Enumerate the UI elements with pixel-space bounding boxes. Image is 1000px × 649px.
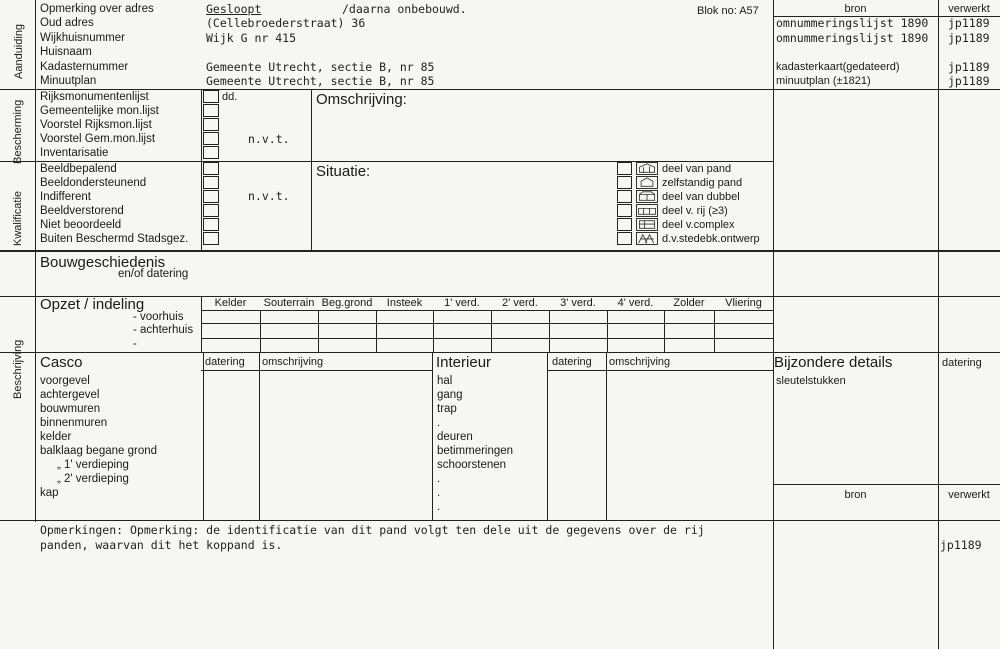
heading-interieur: Interieur: [436, 354, 492, 371]
checkbox-inventarisatie[interactable]: [203, 146, 219, 159]
section-label-aanduiding: Aanduiding: [13, 23, 25, 79]
heading-situatie: Situatie:: [316, 163, 371, 180]
opzet-col-4-verd: 4' verd.: [617, 297, 654, 309]
casco-item: voorgevel: [40, 375, 90, 387]
opmerkingen-line-2: panden, waarvan dit het koppand is.: [40, 538, 283, 552]
label-deel-v-rij: deel v. rij (≥3): [662, 205, 728, 217]
label-voorstel-rijksmon: Voorstel Rijksmon.lijst: [40, 119, 152, 131]
checkbox-beeldondersteunend[interactable]: [203, 176, 219, 189]
label-beeldondersteunend: Beeldondersteunend: [40, 177, 147, 189]
value-wijkhuisnummer: Wijk G nr 415: [206, 31, 297, 45]
house-complex-icon: [636, 218, 658, 231]
label-buiten-beschermd: Buiten Beschermd Stadsgez.: [40, 233, 189, 245]
house-double-icon: [636, 190, 658, 203]
casco-item: achtergevel: [40, 389, 100, 401]
label-dv-stedebk: d.v.stedebk.ontwerp: [662, 233, 760, 245]
interieur-item: trap: [437, 403, 457, 415]
heading-omschrijving: Omschrijving:: [316, 91, 407, 108]
checkbox-dv-stedebk[interactable]: [617, 232, 632, 245]
label-indifferent: Indifferent: [40, 191, 91, 203]
checkbox-deel-v-rij[interactable]: [617, 204, 632, 217]
interieur-item: .: [437, 417, 441, 429]
label-zelfstandig-pand: zelfstandig pand: [662, 177, 743, 189]
label-datering: en/of datering: [118, 268, 189, 280]
opzet-col-insteek: Insteek: [386, 297, 423, 309]
opzet-col-2-verd: 2' verd.: [502, 297, 538, 309]
casco-col-omschrijving: omschrijving: [262, 356, 324, 368]
checkbox-deel-van-dubbel[interactable]: [617, 190, 632, 203]
checkbox-beeldverstorend[interactable]: [203, 204, 219, 217]
casco-item: bouwmuren: [40, 403, 101, 415]
bron-row-4: minuutplan (±1821): [776, 75, 871, 87]
heading-casco: Casco: [40, 354, 83, 371]
section-label-bescherming: Bescherming: [12, 99, 24, 164]
kwalificatie-nvt: n.v.t.: [248, 189, 290, 203]
value-minuutplan: Gemeente Utrecht, sectie B, nr 85: [206, 74, 435, 88]
opmerkingen-verwerkt: jp1189: [940, 538, 982, 552]
label-niet-beoordeeld: Niet beoordeeld: [40, 219, 122, 231]
interieur-item: hal: [437, 375, 453, 387]
verwerkt-row-2: jp1189: [948, 31, 990, 45]
opzet-col-zolder: Zolder: [673, 297, 705, 309]
heading-opzet-indeling: Opzet / indeling: [40, 296, 145, 313]
verwerkt-row-4: jp1189: [948, 74, 990, 88]
value-kadasternummer: Gemeente Utrecht, sectie B, nr 85: [206, 60, 435, 74]
verwerkt-row-3: jp1189: [948, 60, 990, 74]
bescherming-nvt: n.v.t.: [248, 132, 290, 146]
bron-row-1: omnummeringslijst 1890: [776, 16, 929, 30]
bron-row-2: omnummeringslijst 1890: [776, 31, 929, 45]
interieur-item: .: [437, 501, 441, 513]
label-deel-van-pand: deel van pand: [662, 163, 732, 175]
checkbox-niet-beoordeeld[interactable]: [203, 218, 219, 231]
bijzondere-item-sleutelstukken: sleutelstukken: [776, 375, 846, 387]
label-huisnaam: Huisnaam: [40, 46, 92, 58]
label-dd: dd.: [222, 91, 238, 103]
opzet-row-achterhuis: - achterhuis: [133, 324, 194, 336]
opzet-col-1-verd: 1' verd.: [444, 297, 480, 309]
label-rijksmonumentenlijst: Rijksmonumentenlijst: [40, 91, 149, 103]
label-deel-van-dubbel: deel van dubbel: [662, 191, 740, 203]
casco-item: „ 1' verdieping: [57, 459, 129, 471]
header-bron: bron: [844, 3, 867, 15]
interieur-item: deuren: [437, 431, 473, 443]
checkbox-beeldbepalend[interactable]: [203, 162, 219, 175]
opzet-col-beg-grond: Beg.grond: [321, 297, 373, 309]
checkbox-gemeentelijke-monlijst[interactable]: [203, 104, 219, 117]
bron-row-3: kadasterkaart(gedateerd): [776, 61, 900, 73]
opzet-col-souterrain: Souterrain: [263, 297, 315, 309]
label-minuutplan: Minuutplan: [40, 75, 97, 87]
heading-bijzondere-details: Bijzondere details: [774, 354, 893, 371]
heading-bouwgeschiedenis: Bouwgeschiedenis: [40, 254, 166, 271]
value-adres-note: /daarna onbebouwd.: [342, 2, 467, 16]
interieur-item: .: [437, 473, 441, 485]
label-inventarisatie: Inventarisatie: [40, 147, 109, 159]
casco-item: balklaag begane grond: [40, 445, 158, 457]
label-opmerking-adres: Opmerking over adres: [40, 3, 154, 15]
urban-design-icon: [636, 232, 658, 245]
value-opmerking-adres: Gesloopt: [206, 2, 262, 16]
interieur-col-datering: datering: [552, 356, 592, 368]
casco-col-datering: datering: [205, 356, 245, 368]
house-detached-icon: [636, 176, 658, 189]
opzet-row-extra: -: [133, 338, 137, 350]
label-kadasternummer: Kadasternummer: [40, 61, 129, 73]
label-beeldbepalend: Beeldbepalend: [40, 163, 117, 175]
interieur-item: schoorstenen: [437, 459, 507, 471]
blok-number: Blok no: A57: [697, 5, 759, 17]
value-oud-adres: (Cellebroederstraat) 36: [206, 16, 366, 30]
opzet-col-vliering: Vliering: [725, 297, 762, 309]
opzet-col-3-verd: 3' verd.: [560, 297, 596, 309]
casco-item: binnenmuren: [40, 417, 108, 429]
checkbox-voorstel-rijksmon[interactable]: [203, 118, 219, 131]
opzet-row-voorhuis: - voorhuis: [133, 311, 184, 323]
bijzondere-bron-header: bron: [844, 489, 867, 501]
casco-item: „ 2' verdieping: [57, 473, 129, 485]
house-part-icon: [636, 162, 658, 175]
checkbox-indifferent[interactable]: [203, 190, 219, 203]
house-row-icon: [636, 204, 658, 217]
interieur-item: gang: [437, 389, 463, 401]
checkbox-deel-v-complex[interactable]: [617, 218, 632, 231]
label-voorstel-gemmon: Voorstel Gem.mon.lijst: [40, 133, 156, 145]
casco-item: kap: [40, 487, 59, 499]
interieur-item: betimmeringen: [437, 445, 514, 457]
bijzondere-verwerkt-header: verwerkt: [948, 489, 990, 501]
checkbox-deel-van-pand[interactable]: [617, 162, 632, 175]
interieur-col-omschrijving: omschrijving: [609, 356, 671, 368]
label-gemeentelijke-monlijst: Gemeentelijke mon.lijst: [40, 105, 159, 117]
section-label-beschrijving: Beschrijving: [12, 339, 24, 399]
label-oud-adres: Oud adres: [40, 17, 94, 29]
header-verwerkt: verwerkt: [948, 3, 990, 15]
verwerkt-row-1: jp1189: [948, 16, 990, 30]
casco-item: kelder: [40, 431, 72, 443]
checkbox-zelfstandig-pand[interactable]: [617, 176, 632, 189]
section-label-kwalificatie: Kwalificatie: [12, 190, 24, 246]
label-beeldverstorend: Beeldverstorend: [40, 205, 124, 217]
label-deel-v-complex: deel v.complex: [662, 219, 735, 231]
interieur-item: .: [437, 487, 441, 499]
opmerkingen-line-1: Opmerkingen: Opmerking: de identificatie van dit pand volgt ten dele uit de gegevens over de rij: [40, 523, 705, 537]
checkbox-voorstel-gemmon[interactable]: [203, 132, 219, 145]
label-wijkhuisnummer: Wijkhuisnummer: [40, 32, 125, 44]
opzet-col-kelder: Kelder: [214, 297, 247, 309]
checkbox-buiten-beschermd[interactable]: [203, 232, 219, 245]
bijzondere-col-datering: datering: [942, 357, 982, 369]
checkbox-rijksmonumentenlijst[interactable]: [203, 90, 219, 103]
